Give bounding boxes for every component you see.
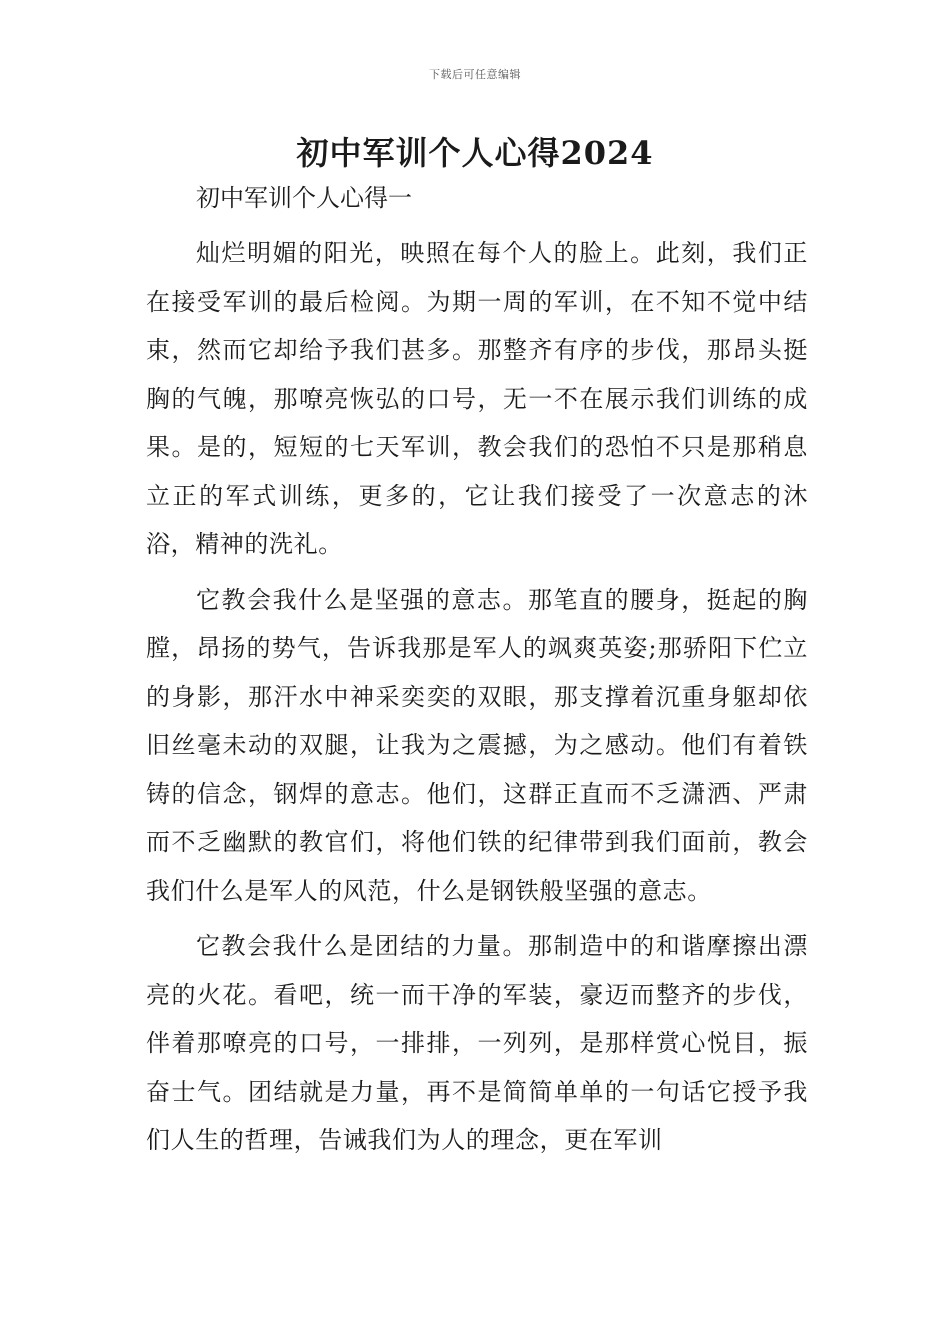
section-subtitle: 初中军训个人心得一 <box>196 184 412 212</box>
paragraph-2: 它教会我什么是坚强的意志。那笔直的腰身，挺起的胸膛，昂扬的势气，告诉我那是军人的飒爽英姿;那骄阳下伫立的身影，那汗水中神采奕奕的双眼，那支撑着沉重身躯却依旧丝毫未动的双腿，让我为之震撼，为之感动。他们有着铁铸的信念，钢焊的意志。他们，这群正直而不乏潇洒、严肃而不乏幽默的教官们，将他们铁的纪律带到我们面前，教会我们什么是军人的风范，什么是钢铁般坚强的意志。 <box>146 585 808 905</box>
paragraph-1: 灿烂明媚的阳光，映照在每个人的脸上。此刻，我们正在接受军训的最后检阅。为期一周的军训，在不知不觉中结束，然而它却给予我们甚多。那整齐有序的步伐，那昂头挺胸的气魄，那嘹亮恢弘的口号，无一不在展示我们训练的成果。是的，短短的七天军训，教会我们的恐怕不只是那稍息立正的军式训练，更多的，它让我们接受了一次意志的沐浴，精神的洗礼。 <box>146 239 808 558</box>
document-body <box>146 180 808 1172</box>
paragraph-3: 它教会我什么是团结的力量。那制造中的和谐摩擦出漂亮的火花。看吧，统一而干净的军装，豪迈而整齐的步伐，伴着那嘹亮的口号，一排排，一列列，是那样赏心悦目，振奋士气。团结就是力量，再不是简简单单的一句话它授予我们人生的哲理，告诫我们为人的理念，更在军训 <box>146 932 808 1154</box>
header-note: 下载后可任意编辑 <box>429 68 521 81</box>
document-title: 初中军训个人心得2024 <box>296 134 654 172</box>
